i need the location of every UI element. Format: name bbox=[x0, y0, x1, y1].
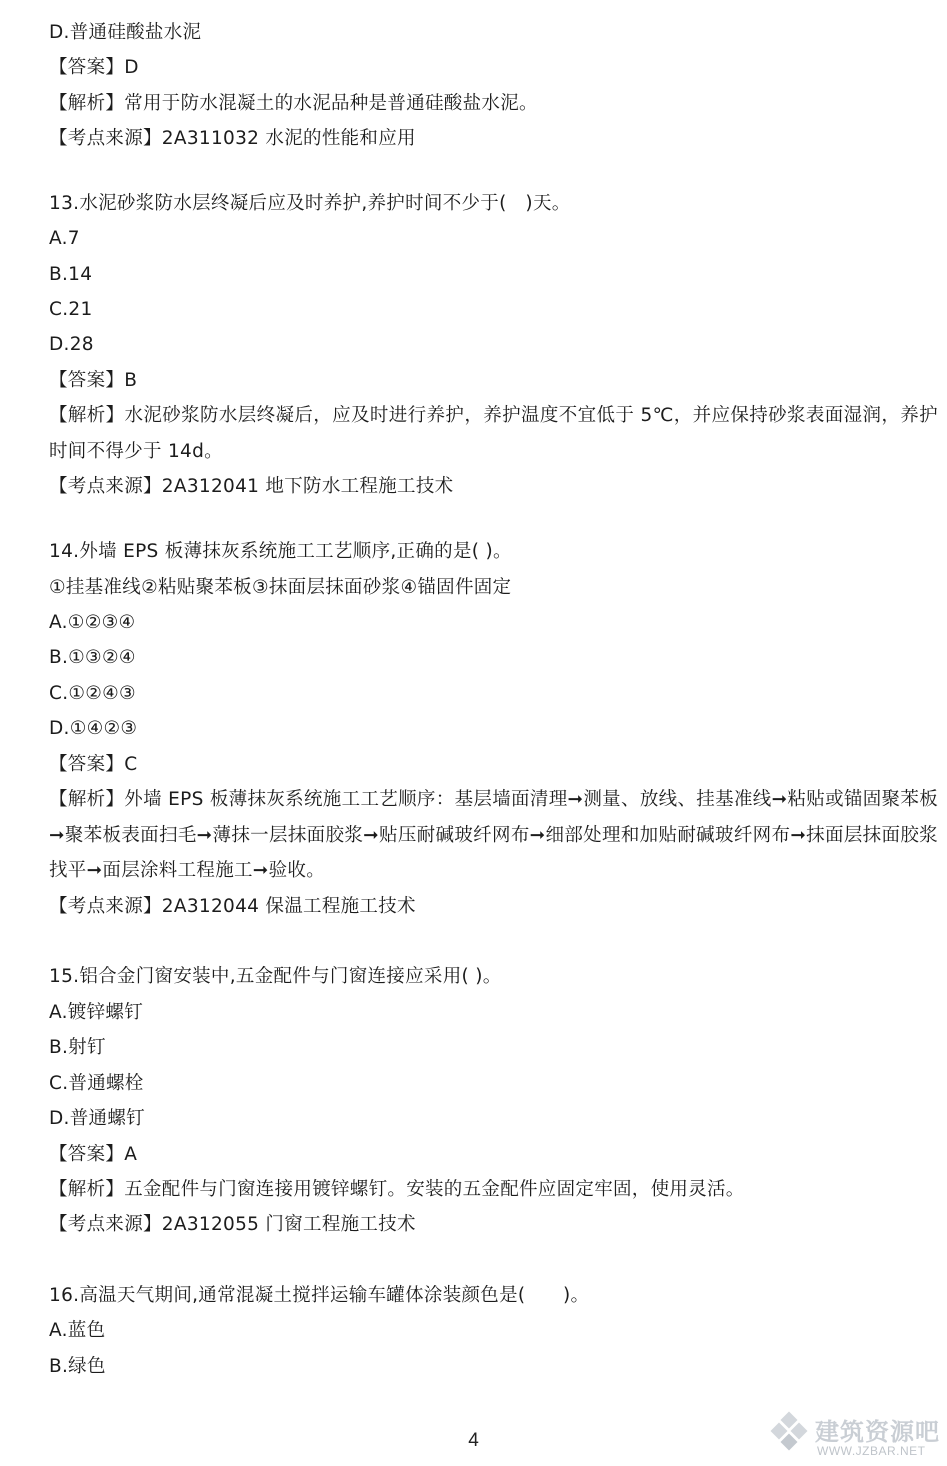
watermark-site-name: 建筑资源吧 bbox=[815, 1418, 940, 1446]
option-d-q12: D.普通硅酸盐水泥 bbox=[49, 22, 202, 43]
option-a-q14: A.①②③④ bbox=[49, 612, 136, 633]
option-c-q15: C.普通螺栓 bbox=[49, 1073, 144, 1094]
option-d-q13: D.28 bbox=[49, 334, 94, 355]
page-number: 4 bbox=[468, 1430, 479, 1451]
explanation-q14: 【解析】外墙 EPS 板薄抹灰系统施工工艺顺序：基层墙面清理➞测量、放线、挂基准线➞粘贴或锚固聚苯板➞聚苯板表面扫毛➞薄抹一层抹面胶浆➞贴压耐碱玻纤网布➞细部处理和加贴耐碱玻纤网布➞抹面层抹面胶浆找平➞面层涂料工程施工➞验收。 bbox=[49, 789, 938, 881]
answer-q12: 【答案】D bbox=[49, 57, 139, 78]
question-14-steps: ①挂基准线②粘贴聚苯板③抹面层抹面砂浆④锚固件固定 bbox=[49, 577, 512, 598]
option-d-q14: D.①④②③ bbox=[49, 718, 138, 739]
option-c-q14: C.①②④③ bbox=[49, 683, 136, 704]
source-q14: 【考点来源】2A312044 保温工程施工技术 bbox=[49, 896, 416, 917]
explanation-q15: 【解析】五金配件与门窗连接用镀锌螺钉。安装的五金配件应固定牢固，使用灵活。 bbox=[49, 1179, 745, 1200]
question-13: 13.水泥砂浆防水层终凝后应及时养护,养护时间不少于( )天。 bbox=[49, 193, 571, 214]
option-b-q13: B.14 bbox=[49, 264, 93, 285]
option-c-q13: C.21 bbox=[49, 299, 93, 320]
question-15: 15.铝合金门窗安装中,五金配件与门窗连接应采用( )。 bbox=[49, 966, 502, 987]
explanation-q13: 【解析】水泥砂浆防水层终凝后，应及时进行养护，养护温度不宜低于 5℃，并应保持砂浆表面湿润，养护时间不得少于 14d。 bbox=[49, 405, 938, 462]
source-q12: 【考点来源】2A311032 水泥的性能和应用 bbox=[49, 128, 416, 149]
watermark-logo bbox=[765, 1410, 945, 1466]
source-q15: 【考点来源】2A312055 门窗工程施工技术 bbox=[49, 1214, 416, 1235]
answer-q13: 【答案】B bbox=[49, 370, 138, 391]
explanation-q12: 【解析】常用于防水混凝土的水泥品种是普通硅酸盐水泥。 bbox=[49, 93, 538, 114]
answer-q14: 【答案】C bbox=[49, 754, 138, 775]
watermark-domain: WWW.JZBAR.NET bbox=[817, 1444, 926, 1458]
option-a-q16: A.蓝色 bbox=[49, 1320, 106, 1341]
option-d-q15: D.普通螺钉 bbox=[49, 1108, 145, 1129]
source-q13: 【考点来源】2A312041 地下防水工程施工技术 bbox=[49, 476, 454, 497]
answer-q15: 【答案】A bbox=[49, 1144, 138, 1165]
option-a-q15: A.镀锌螺钉 bbox=[49, 1002, 144, 1023]
question-16: 16.高温天气期间,通常混凝土搅拌运输车罐体涂装颜色是( )。 bbox=[49, 1285, 590, 1306]
option-b-q14: B.①③②④ bbox=[49, 647, 136, 668]
option-b-q15: B.射钉 bbox=[49, 1037, 106, 1058]
question-14: 14.外墙 EPS 板薄抹灰系统施工工艺顺序,正确的是( )。 bbox=[49, 541, 512, 562]
diamond-logo-icon bbox=[765, 1410, 815, 1462]
option-a-q13: A.7 bbox=[49, 228, 80, 249]
option-b-q16: B.绿色 bbox=[49, 1356, 106, 1377]
